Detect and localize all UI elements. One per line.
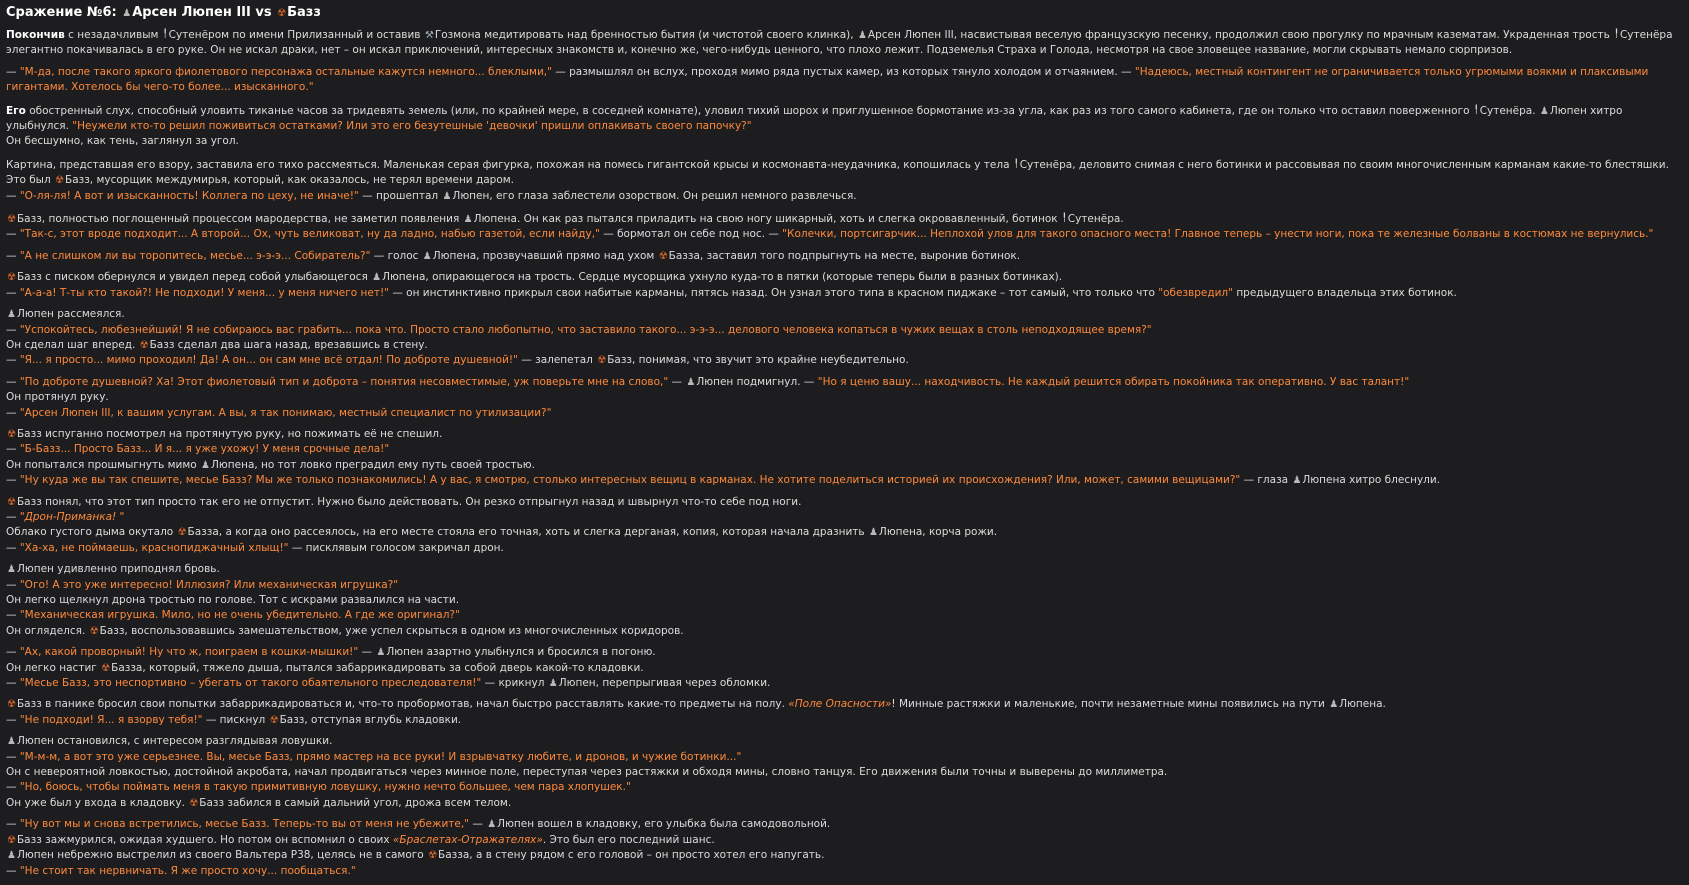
bold-lead-word: Покончив xyxy=(6,29,65,41)
narration-text: — xyxy=(6,864,20,877)
dialogue-quote: "О-ля-ля! А вот и изысканность! Коллега по цеху, не иначе!" xyxy=(19,189,359,202)
buzz-icon: ☢ xyxy=(658,250,668,262)
narration-text: Базз, мусорщик междумирья, который, как оказалось, не терял времени даром. xyxy=(65,174,515,187)
narration-text: ! Минные растяжки и маленькие, почти незаметные мины появились на пути xyxy=(891,698,1329,711)
lupin-icon: ♟ xyxy=(857,30,867,41)
story-line xyxy=(6,510,1683,525)
story-paragraph xyxy=(6,210,1683,243)
title-prefix: Сражение №6: xyxy=(6,5,122,20)
narration-text: Арсен Люпен III, насвистывая веселую французскую песенку, продолжил свою прогулку по мрачным казематам. Украденная трость xyxy=(867,29,1614,41)
buzz-icon: ☢ xyxy=(55,175,64,187)
story-line xyxy=(6,65,1683,96)
narration-text: Базз сделал два шага назад, врезавшись в стену. xyxy=(149,338,428,351)
story-line xyxy=(6,307,1683,322)
lupin-icon: ♟ xyxy=(7,564,16,576)
story-line xyxy=(6,270,1683,285)
lupin-icon: ♟ xyxy=(868,527,878,539)
narration-text: Сутенёром по имени Прилизанный и оставив xyxy=(168,29,424,41)
narration-text: Люпен азартно улыбнулся и бросился в погоню. xyxy=(386,646,656,659)
lupin-icon: ♟ xyxy=(686,376,696,388)
story-line xyxy=(6,734,1683,749)
narration-text: — xyxy=(6,406,20,419)
narration-text: — залепетал xyxy=(517,354,597,367)
narration-text: Люпена. Он как раз пытался приладить на свою ногу шикарный, хоть и слегка окровавленный, ботинок xyxy=(473,213,1061,226)
dialogue-quote: "Но я ценю вашу... находчивость. Не каждый решится обирать покойника так оперативно. У вас талант!" xyxy=(817,375,1410,388)
narration-text: — xyxy=(6,375,20,388)
narration-text: Люпена хитро блеснули. xyxy=(1302,474,1441,487)
narration-text: Люпена, прозвучавший прямо над ухом xyxy=(432,249,658,262)
lupin-icon: ♟ xyxy=(201,459,211,471)
narration-text: Облако густого дыма окутало xyxy=(6,526,177,539)
narration-text: — он инстинктивно прикрыл свои набитые карманы, пятясь назад. Он узнал этого типа в красном пиджаке – тот самый, что только что xyxy=(389,286,1159,299)
story-line xyxy=(6,697,1683,712)
story-line xyxy=(6,817,1683,832)
story-line xyxy=(6,338,1683,353)
story-line xyxy=(6,390,1683,405)
story-paragraph xyxy=(6,495,1683,557)
ability-name: «Поле Опасности» xyxy=(788,698,892,711)
dialogue-quote: "Колечки, портсигарчик... Неплохой улов для такого опасного места! Главное теперь – унести ноги, пока те железные болваны в костюмах не вернулись." xyxy=(782,228,1654,241)
buzz-icon: ☢ xyxy=(277,8,287,19)
dialogue-quote: "А-а-а! Т-ты кто такой?! Не подходи! У меня... у меня ничего нет!" xyxy=(19,286,389,299)
story-paragraphs xyxy=(6,26,1683,879)
narration-text: обостренный слух, способный уловить тиканье часов за тридевять земель (или, по крайней мере, в соседней комнате), уловил тихий шорох и приглушенное бормотание из-за угла, как раз из того самого кабинета, где он только что оставил поверженного xyxy=(25,104,1473,117)
lupin-icon: ♟ xyxy=(1539,105,1549,117)
buzz-icon: ☢ xyxy=(177,527,187,539)
buzz-icon: ☢ xyxy=(101,662,111,674)
narration-text: Он протянул руку. xyxy=(6,391,109,404)
dialogue-quote: "Надеюсь, местный контингент не ограничивается только угрюмыми воякми и плаксивыми гигантами. Хотелось бы чего-то более... изысканного." xyxy=(6,65,1649,94)
narration-text: Базз зажмурился, ожидая худшего. Но потом он вспомнил о своих xyxy=(16,833,393,846)
narration-text: — писклявым голосом закричал дрон. xyxy=(288,541,504,554)
narration-text: Люпен, его глаза заблестели озорством. Он решил немного развлечься. xyxy=(452,189,857,202)
narration-text: — xyxy=(6,286,20,299)
narration-text: — пискнул xyxy=(202,713,269,726)
narration-text: — размышлял он вслух, проходя мимо ряда пустых камер, из которых тянуло холодом и отчаянием. — xyxy=(551,65,1135,78)
narration-text: Базза, а в стену рядом с его головой – он просто хотел его напугать. xyxy=(438,849,825,862)
narration-text: — xyxy=(6,323,20,336)
dialogue-quote: "Неужели кто-то решил поживиться остатками? Или это его безутешные 'девочки' пришли оплакивать своего папочку?" xyxy=(72,120,752,133)
story-paragraph xyxy=(6,65,1683,96)
narration-text: Базз, понимая, что звучит это крайне неубедительно. xyxy=(607,354,909,367)
story-paragraph xyxy=(6,734,1683,811)
buzz-icon: ☢ xyxy=(7,699,16,711)
dialogue-quote: "Б-Базз... Просто Базз... И я... я уже ухожу! У меня срочные дела!" xyxy=(19,443,390,456)
ability-name: «Браслетах-Отражателях» xyxy=(392,833,543,846)
story-paragraph xyxy=(6,645,1683,691)
story-line xyxy=(6,249,1683,264)
story-line xyxy=(6,227,1683,242)
buzz-icon: ☢ xyxy=(428,850,438,862)
narration-text: Он уже был у входа в кладовку. xyxy=(6,796,189,809)
narration-text: — xyxy=(6,646,20,659)
story-line xyxy=(6,750,1683,765)
story-line xyxy=(6,833,1683,848)
narration-text: Люпен небрежно выстрелил из своего Вальтера P38, целясь не в самого xyxy=(16,849,428,862)
narration-text: Люпен остановился, с интересом разглядывая ловушки. xyxy=(16,735,333,748)
dialogue-quote: "Успокойтесь, любезнейший! Я не собираюсь вас грабить... пока что. Просто стало любопытно, что заставило такого... э-э-э... делового человека копаться в чужих вещах в столь неподходящее время?" xyxy=(19,323,1152,336)
narration-text: Он легко настиг xyxy=(6,661,101,674)
narration-text: Базз в панике бросил свои попытки забаррикадироваться и, что-то пробормотав, начал быстро расставлять какие-то предметы на полу. xyxy=(16,698,789,711)
narration-text: Базз с писком обернулся и увидел перед собой улыбающегося xyxy=(16,271,372,284)
narration-text: Базза, который, тяжело дыша, пытался забаррикадировать за собой дверь какой-то кладовки. xyxy=(111,661,644,674)
narration-text: — xyxy=(6,750,20,763)
story-line xyxy=(6,458,1683,473)
narration-text: — xyxy=(6,781,20,794)
narration-text: Сутенёра, деловито снимая с него ботинки и рассовывая по своим многочисленным карманам какие-то блестяшки. Это был xyxy=(6,158,1669,187)
story-paragraph xyxy=(6,270,1683,301)
story-line xyxy=(6,608,1683,623)
narration-text: — xyxy=(6,249,20,262)
narration-text: Люпен удивленно приподнял бровь. xyxy=(16,563,220,576)
narration-text: — xyxy=(6,818,20,831)
narration-text: — xyxy=(469,818,487,831)
narration-text: Он с невероятной ловкостью, достойной акробата, начал продвигаться через минное поле, переступая через растяжки и обходя мины, словно танцуя. Его движения были точны и выверены до миллиметра. xyxy=(6,766,1168,779)
narration-text: — xyxy=(6,474,20,487)
buzz-icon: ☢ xyxy=(89,625,99,637)
title-fighter-2: Базз xyxy=(287,5,321,20)
story-line xyxy=(6,713,1683,728)
lupin-icon: ♟ xyxy=(376,647,386,659)
narration-text: Базза, а когда оно рассеялось, на его месте стояла его точная, хоть и слегка дерганая, копия, которая начала дразнить xyxy=(187,526,868,539)
narration-text: Базз испуганно посмотрел на протянутую руку, но пожимать её не спешил. xyxy=(16,427,443,440)
story-line xyxy=(6,645,1683,660)
buzz-icon: ☢ xyxy=(269,714,279,726)
story-line xyxy=(6,323,1683,338)
story-paragraph xyxy=(6,375,1683,421)
dialogue-quote: "По доброте душевной? Ха! Этот фиолетовый тип и доброта – понятия несовместимые, уж поверьте мне на слово," xyxy=(19,375,669,388)
cane-icon: ╿ xyxy=(162,29,168,38)
narration-text: Сутенёра элегантно покачивалась в его руке. Он не искал драки, нет – он искал приключений, интересных знакомств и, конечно же, чего-нибудь ценного, что плохо лежит. Подземелья Страха и Голода, несмотря на свое зловещее название, могли скрывать немало сюрпризов. xyxy=(6,29,1673,57)
dialogue-quote: "Не стоит так нервничать. Я же просто хочу... пообщаться." xyxy=(19,864,356,877)
dialogue-quote: "Ха-ха, не поймаешь, краснопиджачный хлыщ!" xyxy=(19,541,289,554)
narration-text: — xyxy=(6,189,20,202)
narration-text: — xyxy=(668,375,686,388)
cane-icon: ╿ xyxy=(1473,104,1479,114)
narration-text: — xyxy=(6,541,20,554)
narration-text: Он сделал шаг вперед. xyxy=(6,338,139,351)
story-line xyxy=(6,495,1683,510)
narration-text: — xyxy=(6,228,20,241)
story-line xyxy=(6,864,1683,879)
buzz-icon: ☢ xyxy=(189,797,199,809)
story-line xyxy=(6,525,1683,540)
narration-text: — прошептал xyxy=(358,189,442,202)
narration-text: Гозмона медитировать над бренностью бытия (и чистотой своего клинка), xyxy=(434,29,857,41)
narration-text: Люпена, опирающегося на трость. Сердце мусорщика ухнуло куда-то в пятки (которые теперь были в разных ботинках). xyxy=(382,271,1063,284)
narration-text: Картина, представшая его взору, заставила его тихо рассмеяться. Маленькая серая фигурка, похожая на помесь гигантской крысы и космонавта-неудачника, копошилась у тела xyxy=(6,158,1013,171)
story-line xyxy=(6,541,1683,556)
dialogue-quote: "Ну куда же вы так спешите, месье Базз? Мы же только познакомились! А у вас, я смотрю, столько интересных вещиц в карманах. Не хотите поделиться историей их происхождения? Или, может, самими вещицами?" xyxy=(19,474,1241,487)
narration-text: — xyxy=(6,65,20,78)
buzz-icon: ☢ xyxy=(597,355,607,367)
narration-text: — xyxy=(6,609,20,622)
story-paragraph xyxy=(6,156,1683,204)
dialogue-quote: "М-м-м, а вот это уже серьезнее. Вы, месье Базз, прямо мастер на все руки! И взрывчатку любите, и дронов, и чужие ботинки..." xyxy=(19,750,742,763)
narration-text: предыдущего владельца этих ботинок. xyxy=(1232,286,1457,299)
story-line xyxy=(6,156,1683,189)
story-line xyxy=(6,26,1683,59)
narration-text: Базз, полностью поглощенный процессом мародерства, не заметил появления xyxy=(16,213,463,226)
ability-name: "Дрон-Приманка! " xyxy=(19,510,125,523)
story-line xyxy=(6,780,1683,795)
narration-text: — xyxy=(6,510,20,523)
lupin-icon: ♟ xyxy=(1292,475,1302,487)
story-line xyxy=(6,593,1683,608)
story-line xyxy=(6,134,1683,149)
narration-text: — xyxy=(6,443,20,456)
dialogue-quote: "обезвредил" xyxy=(1158,286,1233,299)
story-line xyxy=(6,189,1683,204)
narration-text: с незадачливым xyxy=(64,29,162,41)
lupin-icon: ♟ xyxy=(442,190,452,202)
narration-text: — xyxy=(6,677,20,690)
story-line xyxy=(6,286,1683,301)
page-title xyxy=(6,4,1683,23)
bold-lead-word: Его xyxy=(6,104,26,117)
lupin-icon: ♟ xyxy=(7,850,16,862)
story-paragraph xyxy=(6,26,1683,59)
narration-text: Базз забился в самый дальний угол, дрожа всем телом. xyxy=(199,796,512,809)
narration-text: Базз понял, что этот тип просто так его не отпустит. Нужно было действовать. Он резко отпрыгнул назад и швырнул что-то себе под ноги. xyxy=(16,495,802,508)
narration-text: Базз, воспользовавшись замешательством, уже успел скрыться в одном из многочисленных коридоров. xyxy=(99,624,684,637)
cane-icon: ╿ xyxy=(1061,213,1067,223)
story-line xyxy=(6,624,1683,639)
dialogue-quote: "Ах, какой проворный! Ну что ж, поиграем в кошки-мышки!" xyxy=(19,646,359,659)
narration-text: Базз, отступая вглубь кладовки. xyxy=(279,713,462,726)
dialogue-quote: "М-да, после такого яркого фиолетового персонажа остальные кажутся немного... блеклыми," xyxy=(19,65,552,78)
narration-text: — крикнул xyxy=(481,677,548,690)
story-line xyxy=(6,578,1683,593)
story-paragraph xyxy=(6,697,1683,728)
dialogue-quote: "Ну вот мы и снова встретились, месье Базз. Теперь-то вы от меня не убежите," xyxy=(19,818,470,831)
narration-text: Сутенёра. xyxy=(1479,104,1539,117)
story-line xyxy=(6,765,1683,780)
story-line xyxy=(6,562,1683,577)
story-line xyxy=(6,661,1683,676)
dialogue-quote: "Механическая игрушка. Мило, но не очень убедительно. А где же оригинал?" xyxy=(19,609,460,622)
lupin-icon: ♟ xyxy=(548,678,558,690)
dialogue-quote: "Ого! А это уже интересно! Иллюзия? Или механическая игрушка?" xyxy=(19,578,399,591)
story-paragraph xyxy=(6,427,1683,489)
story-paragraph xyxy=(6,249,1683,264)
cane-icon: ╿ xyxy=(1013,158,1019,168)
lupin-icon: ♟ xyxy=(372,272,382,284)
story-line xyxy=(6,676,1683,691)
narration-text: — xyxy=(6,713,20,726)
story-line xyxy=(6,406,1683,421)
narration-text: — голос xyxy=(370,249,422,262)
cane-icon: ╿ xyxy=(1614,29,1619,38)
story-line xyxy=(6,353,1683,368)
dialogue-quote: "Месье Базз, это неспортивно – убегать от такого обаятельного преследователя!" xyxy=(19,677,482,690)
story-line xyxy=(6,210,1683,227)
story-line xyxy=(6,427,1683,442)
narration-text: Люпен рассмеялся. xyxy=(16,308,125,321)
story-paragraph xyxy=(6,307,1683,369)
title-fighter-1: Арсен Люпен III xyxy=(132,5,251,20)
buzz-icon: ☢ xyxy=(7,834,16,846)
story-line xyxy=(6,796,1683,811)
dialogue-quote: "А не слишком ли вы торопитесь, месье... э-э-э... Собиратель?" xyxy=(19,249,371,262)
story-paragraph xyxy=(6,102,1683,150)
narration-text: Он легко щелкнул дрона тростью по голове. Тот с искрами развалился на части. xyxy=(6,594,460,606)
narration-text: Люпен подмигнул. — xyxy=(696,375,818,388)
narration-text: Люпен, перепрыгивая через обломки. xyxy=(558,677,771,690)
narration-text: Базза, заставил того подпрыгнуть на месте, выронив ботинок. xyxy=(668,249,1021,262)
narration-text: — бормотал он себе под нос. — xyxy=(599,228,783,241)
dialogue-quote: "Так-с, этот вроде подходит... А второй... Ох, чуть великоват, ну да ладно, набью газетой, если найду," xyxy=(19,228,600,241)
dialogue-quote: "Не подходи! Я... я взорву тебя!" xyxy=(19,713,203,726)
lupin-icon: ♟ xyxy=(463,214,473,226)
story-paragraph xyxy=(6,562,1683,639)
narration-text: Он попытался прошмыгнуть мимо xyxy=(6,458,201,471)
lupin-icon: ♟ xyxy=(122,8,132,19)
narration-text: Люпена, корча рожи. xyxy=(878,526,998,539)
lupin-icon: ♟ xyxy=(7,736,16,748)
lupin-icon: ♟ xyxy=(487,819,497,831)
story-line xyxy=(6,473,1683,488)
buzz-icon: ☢ xyxy=(7,496,16,508)
narration-text: — xyxy=(358,646,376,659)
pickaxe-icon: ⚒ xyxy=(424,30,434,41)
lupin-icon: ♟ xyxy=(422,250,432,262)
narration-text: — xyxy=(6,354,20,367)
narration-text: Он огляделся. xyxy=(6,624,89,637)
narration-text: — глаза xyxy=(1240,474,1292,487)
story-line xyxy=(6,102,1683,135)
buzz-icon: ☢ xyxy=(7,272,16,284)
dialogue-quote: "Но, боюсь, чтобы поймать меня в такую примитивную ловушку, нужно нечто большее, чем пара хлопушек." xyxy=(19,781,631,794)
dialogue-quote: "Арсен Люпен III, к вашим услугам. А вы, я так понимаю, местный специалист по утилизации?" xyxy=(19,406,552,419)
buzz-icon: ☢ xyxy=(7,428,16,440)
narration-text: . Это был его последний шанс. xyxy=(542,833,715,846)
narration-text: Люпен вошел в кладовку, его улыбка была самодовольной. xyxy=(497,818,831,831)
narration-text: Сутенёра. xyxy=(1067,213,1124,226)
buzz-icon: ☢ xyxy=(7,214,16,226)
lupin-icon: ♟ xyxy=(7,309,16,321)
title-vs: vs xyxy=(250,5,277,20)
story-line xyxy=(6,442,1683,457)
narration-text: Люпен хитро улыбнулся. xyxy=(6,104,1623,133)
narration-text: Он бесшумно, как тень, заглянул за угол. xyxy=(6,135,239,148)
story-line xyxy=(6,848,1683,863)
dialogue-quote: "Я... я просто... мимо проходил! Да! А он... он сам мне всё отдал! По доброте душевной!" xyxy=(19,354,518,367)
narration-text: Люпена, но тот ловко преградил ему путь своей тростью. xyxy=(211,458,535,471)
story-line xyxy=(6,375,1683,390)
story-paragraph xyxy=(6,817,1683,879)
lupin-icon: ♟ xyxy=(1329,699,1339,711)
narration-text: Люпена. xyxy=(1339,698,1386,711)
narration-text: — xyxy=(6,578,20,591)
buzz-icon: ☢ xyxy=(139,339,149,351)
